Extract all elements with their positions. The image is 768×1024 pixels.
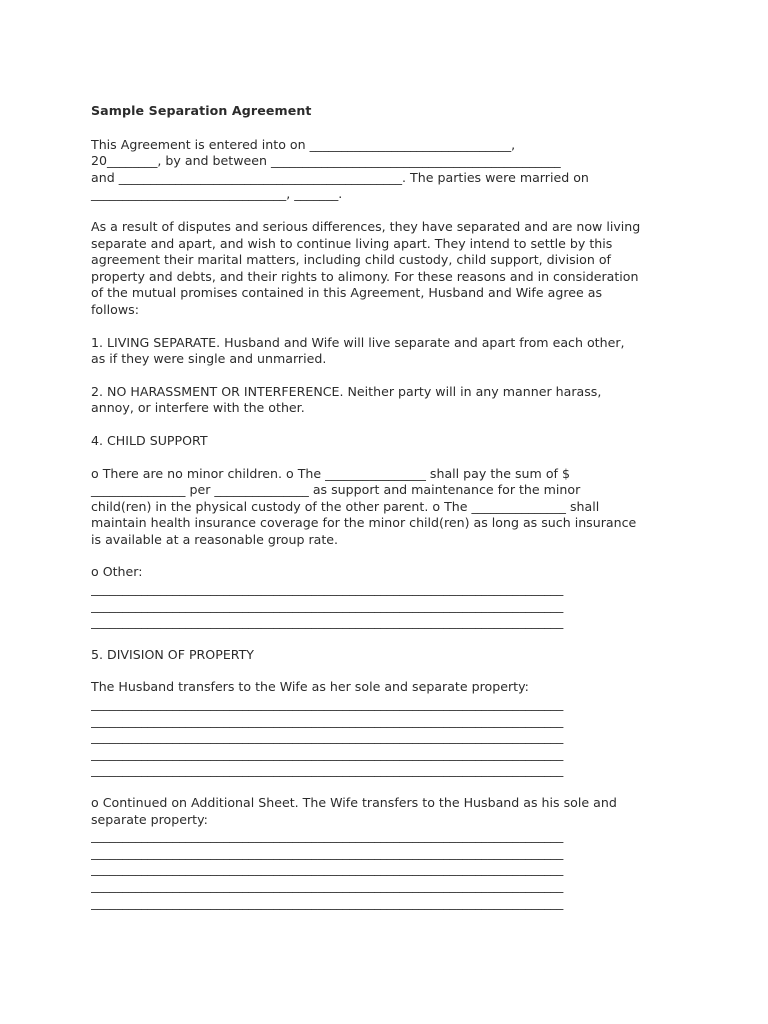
section-child-support-body: o There are no minor children. o The ________________ shall pay the sum of $ _______________ per _______________ as support and maintenance for the minor child(ren) in the physical custody of the other parent. o The _______________ shall maintain health insurance coverage for the minor child(ren) as long as such insurance is available at a reasonable group rate.	[91, 465, 637, 547]
section-child-support-heading: 4. CHILD SUPPORT	[91, 432, 208, 448]
wife-transfer-blank-lines: ___________________________________________________________________________ ___________________________________________________________________________ ___________________________________________________________________________ ___________________________________________________________________________ ___________________________________________________________________________	[91, 828, 564, 910]
husband-transfer-blank-lines: ___________________________________________________________________________ ___________________________________________________________________________ ___________________________________________________________________________ ___________________________________________________________________________ ___________________________________________________________________________	[91, 696, 564, 778]
other-blank-lines: ___________________________________________________________________________ ___________________________________________________________________________ ___________________________________________________________________________	[91, 581, 564, 630]
husband-transfer-label: The Husband transfers to the Wife as her sole and separate property:	[91, 679, 529, 695]
section-living-separate: 1. LIVING SEPARATE. Husband and Wife will live separate and apart from each other, as if they were single and unmarried.	[91, 334, 625, 367]
document-title: Sample Separation Agreement	[91, 103, 312, 118]
recitals-paragraph: As a result of disputes and serious differences, they have separated and are now living separate and apart, and wish to continue living apart. They intend to settle by this agreement their marital matters, including child custody, child support, division of property and debts, and their rights to alimony. For these reasons and in consideration of the mutual promises contained in this Agreement, Husband and Wife agree as follows:	[91, 218, 641, 317]
section-no-harassment: 2. NO HARASSMENT OR INTERFERENCE. Neither party will in any manner harass, annoy, or interfere with the other.	[91, 383, 602, 416]
section-division-heading: 5. DIVISION OF PROPERTY	[91, 646, 254, 662]
wife-transfer-label: o Continued on Additional Sheet. The Wife transfers to the Husband as his sole and separate property:	[91, 795, 617, 827]
intro-paragraph: This Agreement is entered into on ________________________________, 20________, by and between ______________________________________________ and _____________________________________________. The parties were married on _______________________________, _______.	[91, 136, 589, 202]
other-label: o Other:	[91, 564, 143, 580]
document-page	[91, 103, 691, 927]
